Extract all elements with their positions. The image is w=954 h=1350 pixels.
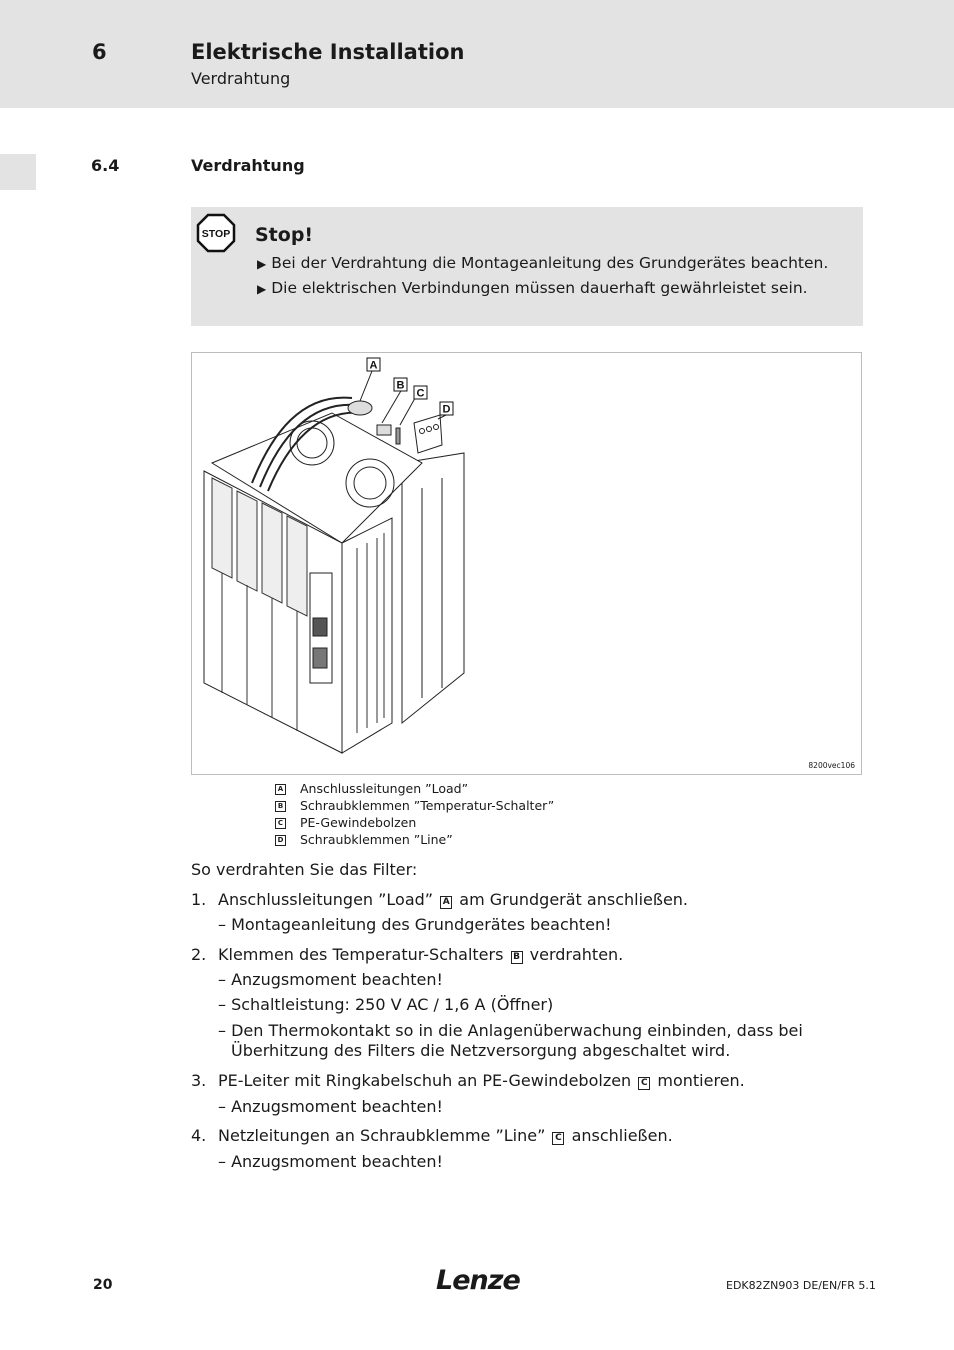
legend-text: Anschlussleitungen ”Load” — [300, 781, 469, 796]
bullet-triangle-icon: ▶ — [257, 282, 267, 296]
legend-key: C — [275, 818, 286, 829]
stop-item — [257, 279, 808, 297]
step-text-post: anschließen. — [571, 1126, 673, 1145]
step-note: – Anzugsmoment beachten! — [218, 1152, 443, 1171]
callout-b: B — [396, 379, 405, 392]
step-number: 4. — [191, 1126, 207, 1145]
step-note: Überhitzung des Filters die Netzversorgung abgeschaltet wird. — [231, 1041, 731, 1060]
step-note: – Schaltleistung: 250 V AC / 1,6 A (Öffner) — [218, 995, 554, 1014]
stop-icon — [196, 213, 236, 253]
step-key: A — [440, 896, 452, 909]
document-id: EDK82ZN903 DE/EN/FR 5.1 — [726, 1279, 876, 1292]
filter-drawing — [192, 353, 861, 774]
figure-code: 8200vec106 — [808, 761, 855, 770]
step-text-post: montieren. — [657, 1071, 745, 1090]
section-number: 6.4 — [91, 156, 120, 175]
legend-key: D — [275, 835, 286, 846]
step-note: – Anzugsmoment beachten! — [218, 1097, 443, 1116]
step-text-pre: Klemmen des Temperatur-Schalters — [218, 945, 504, 964]
step-text-post: verdrahten. — [529, 945, 624, 964]
step-text-post: am Grundgerät anschließen. — [459, 890, 689, 909]
step-text — [218, 1126, 673, 1145]
stop-icon-text: STOP — [201, 228, 231, 240]
callout-c: C — [416, 387, 425, 400]
step-number: 3. — [191, 1071, 207, 1090]
section-title: Verdrahtung — [191, 156, 305, 175]
legend-text: Schraubklemmen ”Line” — [300, 832, 453, 847]
callout-d: D — [442, 403, 451, 416]
side-tab — [0, 154, 36, 190]
stop-item — [257, 254, 828, 272]
step-number: 2. — [191, 945, 207, 964]
chapter-title: Elektrische Installation — [191, 40, 465, 64]
step-text-pre: PE-Leiter mit Ringkabelschuh an PE-Gewindebolzen — [218, 1071, 632, 1090]
page-header — [0, 0, 954, 108]
step-text-pre: Netzleitungen an Schraubklemme ”Line” — [218, 1126, 546, 1145]
step-note: – Den Thermokontakt so in die Anlagenüberwachung einbinden, dass bei — [218, 1021, 803, 1040]
stop-title: Stop! — [255, 224, 314, 246]
legend-key: A — [275, 784, 286, 795]
step-text — [218, 890, 688, 909]
legend-text: PE-Gewindebolzen — [300, 815, 417, 830]
step-note: – Montageanleitung des Grundgerätes beachten! — [218, 915, 612, 934]
step-key: B — [511, 951, 523, 964]
page-number: 20 — [93, 1277, 113, 1293]
chapter-subtitle: Verdrahtung — [191, 69, 291, 88]
step-text-pre: Anschlussleitungen ”Load” — [218, 890, 434, 909]
stop-item-text: Die elektrischen Verbindungen müssen dauerhaft gewährleistet sein. — [271, 279, 808, 297]
chapter-number: 6 — [92, 40, 107, 64]
step-key: C — [552, 1132, 564, 1145]
stop-item-text: Bei der Verdrahtung die Montageanleitung des Grundgerätes beachten. — [271, 254, 829, 272]
step-text — [218, 945, 623, 964]
step-number: 1. — [191, 890, 207, 909]
step-note: – Anzugsmoment beachten! — [218, 970, 443, 989]
filter-figure — [191, 352, 862, 775]
callout-a: A — [369, 359, 378, 372]
bullet-triangle-icon: ▶ — [257, 257, 267, 271]
stop-warning-box — [191, 207, 863, 326]
lenze-logo: Lenze — [436, 1265, 520, 1296]
step-text — [218, 1071, 745, 1090]
instructions-intro: So verdrahten Sie das Filter: — [191, 860, 418, 879]
legend-key: B — [275, 801, 286, 812]
step-key: C — [638, 1077, 650, 1090]
legend-text: Schraubklemmen ”Temperatur-Schalter” — [300, 798, 555, 813]
